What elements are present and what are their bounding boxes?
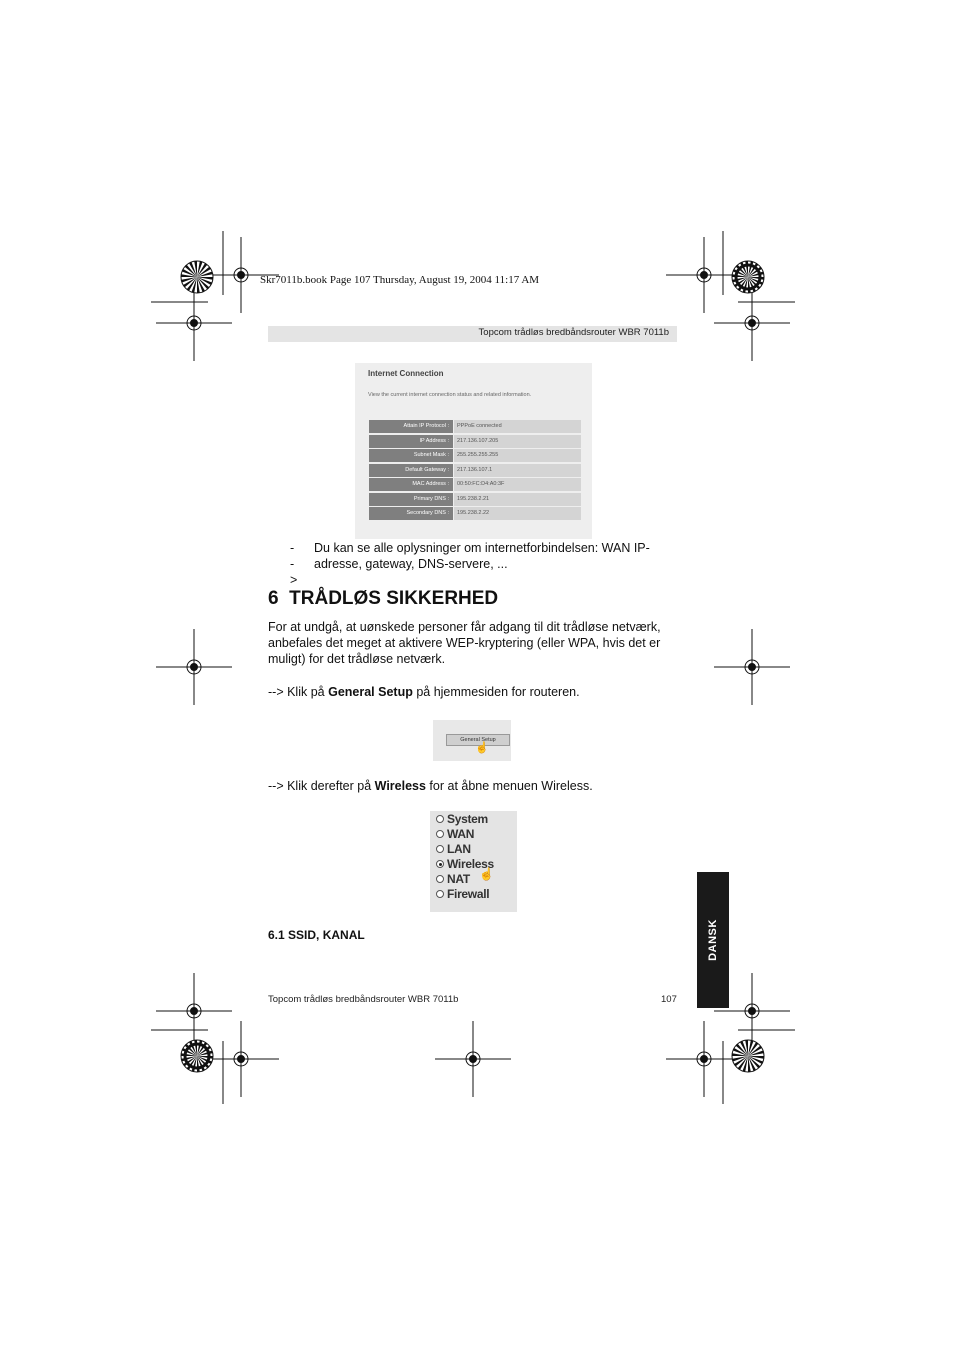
hand-cursor-icon: ☝ — [479, 867, 494, 881]
registration-mark-icon — [666, 237, 742, 313]
row-label: Primary DNS : — [369, 493, 453, 506]
row-value: 217.136.107.1 — [454, 464, 581, 477]
intro-paragraph: For at undgå, at uønskede personer får adgang til dit trådløse netværk, anbefales det meget at aktivere WEP-kryptering (eller WPA, hvis det er muligt) for det trådløse netværk. — [268, 620, 661, 666]
menu-item-firewall[interactable] — [436, 887, 489, 901]
registration-mark-icon — [435, 1021, 511, 1097]
table-row — [369, 493, 581, 506]
general-setup-screenshot — [433, 720, 511, 761]
color-star-target-icon — [732, 261, 764, 293]
menu-item-system[interactable] — [436, 812, 488, 826]
section-number: 6 — [268, 588, 279, 609]
registration-mark-icon — [714, 629, 790, 705]
arrow-note-text: Du kan se alle oplysninger om internetforbindelsen: WAN IP-adresse, gateway, DNS-servere, ... — [314, 541, 650, 571]
menu-item-label: NAT — [447, 872, 470, 886]
color-star-target-icon — [732, 1040, 764, 1072]
menu-item-label: LAN — [447, 842, 471, 856]
language-tab-label: DANSK — [707, 919, 719, 961]
general-setup-button[interactable]: General Setup — [446, 734, 510, 746]
row-value: 00:50:FC:D4:A0:3F — [454, 478, 581, 491]
registration-mark-icon — [714, 285, 790, 361]
menu-item-label: Wireless — [447, 857, 494, 871]
hand-cursor-icon: ☝ — [475, 742, 489, 754]
step-suffix: på hjemmesiden for routeren. — [412, 685, 580, 699]
step-general-setup — [268, 684, 580, 700]
registration-mark-icon — [666, 1021, 742, 1097]
subsection-heading: 6.1 SSID, KANAL — [268, 928, 365, 942]
print-info: Skr7011b.book Page 107 Thursday, August 19, 2004 11:17 AM — [260, 274, 540, 286]
row-label: IP Address : — [369, 435, 453, 448]
radio-icon — [436, 875, 444, 883]
radio-icon — [436, 890, 444, 898]
router-menu-screenshot — [430, 811, 517, 912]
footer-title: Topcom trådløs bredbåndsrouter WBR 7011b — [268, 994, 459, 1005]
table-row — [369, 420, 581, 433]
table-row — [369, 478, 581, 491]
running-header — [268, 326, 677, 342]
menu-item-label: WAN — [447, 827, 475, 841]
step-prefix: --> Klik på — [268, 685, 329, 699]
row-label: Attain IP Protocol : — [369, 420, 453, 433]
table-row — [369, 449, 581, 462]
row-label: Subnet Mask : — [369, 449, 453, 462]
registration-mark-icon — [203, 1021, 279, 1097]
radio-selected-icon — [436, 860, 444, 868]
row-label: MAC Address : — [369, 478, 453, 491]
row-value: 195.238.2.22 — [454, 507, 581, 520]
step-suffix: for at åbne menuen Wireless. — [425, 779, 593, 793]
color-star-target-icon — [181, 1040, 213, 1072]
section-title: TRÅDLØS SIKKERHED — [289, 588, 499, 609]
arrow-marker: --> — [290, 541, 298, 587]
table-row — [369, 464, 581, 477]
registration-mark-icon — [156, 973, 232, 1049]
row-label: Secondary DNS : — [369, 507, 453, 520]
radio-icon — [436, 845, 444, 853]
screenshot-description: View the current internet connection status and related information. — [368, 392, 532, 398]
step-prefix: --> Klik derefter på — [268, 779, 375, 793]
row-label: Default Gateway : — [369, 464, 453, 477]
registration-mark-icon — [156, 285, 232, 361]
menu-item-nat[interactable] — [436, 872, 470, 886]
table-row — [369, 435, 581, 448]
connection-status-table — [369, 420, 581, 522]
menu-item-label: Firewall — [447, 887, 490, 901]
section-heading — [268, 588, 498, 610]
registration-mark-icon — [156, 629, 232, 705]
table-row — [369, 507, 581, 520]
internet-connection-screenshot — [355, 363, 592, 539]
step-wireless — [268, 778, 593, 794]
step-bold: Wireless — [374, 779, 426, 793]
radio-icon — [436, 815, 444, 823]
row-value: 195.238.2.21 — [454, 493, 581, 506]
screenshot-title: Internet Connection — [368, 369, 444, 378]
row-value: 217.136.107.205 — [454, 435, 581, 448]
color-star-target-icon — [181, 261, 213, 293]
language-tab — [697, 872, 729, 1008]
page-number: 107 — [661, 994, 677, 1005]
row-value: PPPoE connected — [454, 420, 581, 433]
running-header-text: Topcom trådløs bredbåndsrouter WBR 7011b — [478, 327, 669, 338]
step-bold: General Setup — [328, 685, 413, 699]
menu-item-wan[interactable] — [436, 827, 474, 841]
menu-item-lan[interactable] — [436, 842, 471, 856]
radio-icon — [436, 830, 444, 838]
row-value: 255.255.255.255 — [454, 449, 581, 462]
menu-item-label: System — [447, 812, 488, 826]
